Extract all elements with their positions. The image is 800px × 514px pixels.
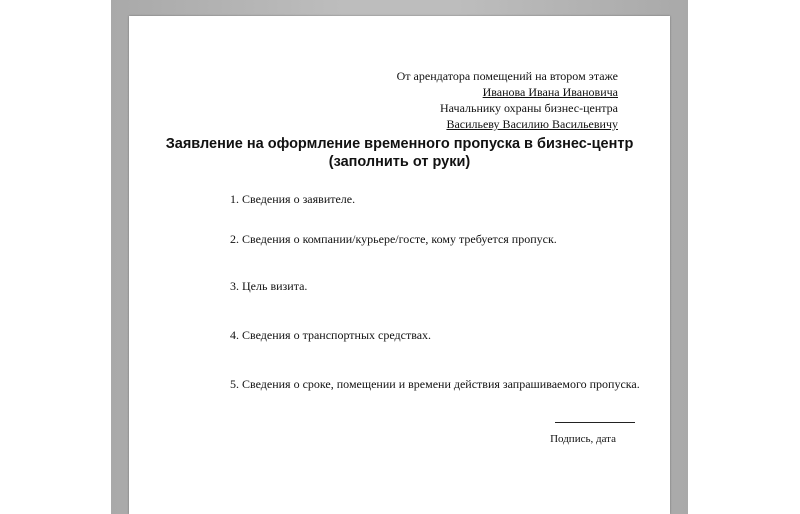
- list-item-term: 5. Сведения о сроке, помещении и времени действия запрашиваемого пропуска.: [230, 377, 640, 391]
- to-line: Начальнику охраны бизнес-центра: [440, 101, 618, 115]
- list-item-applicant: 1. Сведения о заявителе.: [230, 192, 356, 206]
- document-title: [129, 135, 670, 171]
- list-item-purpose: 3. Цель визита.: [230, 279, 308, 293]
- document-page: [129, 16, 670, 514]
- title-line-2: (заполнить от руки): [328, 154, 471, 170]
- signature-label: Подпись, дата: [550, 433, 616, 445]
- list-item-company: 2. Сведения о компании/курьере/госте, кому требуется пропуск.: [230, 232, 557, 246]
- from-name: Иванова Ивана Ивановича: [482, 85, 618, 99]
- list-item-vehicles: 4. Сведения о транспортных средствах.: [230, 328, 432, 342]
- from-line: От арендатора помещений на втором этаже: [396, 69, 618, 83]
- title-line-1: Заявление на оформление временного пропуска в бизнес-центр: [165, 136, 634, 152]
- addressee-block: [397, 68, 618, 132]
- to-name: Васильеву Василию Васильевичу: [446, 117, 618, 131]
- signature-line: [555, 422, 635, 423]
- document-viewer-frame: [111, 0, 688, 514]
